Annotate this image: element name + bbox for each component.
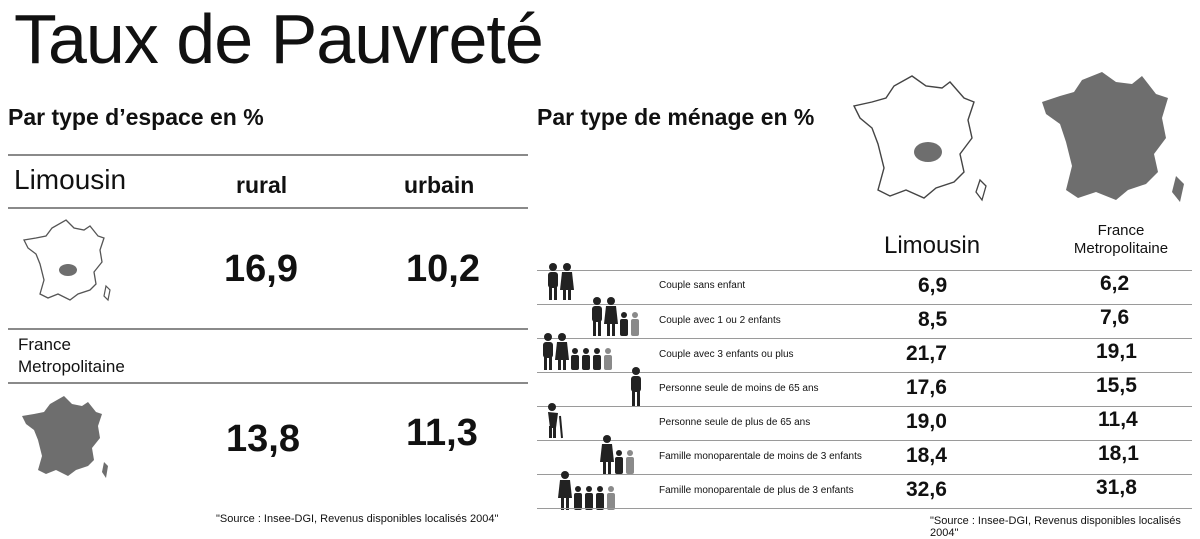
divider	[537, 338, 1192, 339]
row-label: Couple avec 3 enfants ou plus	[659, 349, 794, 360]
region-label-limousin: Limousin	[14, 164, 127, 195]
value-france: 7,6	[1100, 306, 1130, 329]
divider	[537, 508, 1192, 509]
value-limousin: 17,6	[906, 376, 947, 399]
value-france: 6,2	[1100, 272, 1130, 295]
row-label: Personne seule de moins de 65 ans	[659, 383, 819, 394]
divider	[537, 406, 1192, 407]
divider	[8, 382, 528, 384]
column-header-urbain: urbain	[404, 172, 475, 198]
divider	[537, 474, 1192, 475]
france-outline-map-icon	[18, 214, 118, 314]
value-limousin: 21,7	[906, 342, 947, 365]
value-france: 31,8	[1096, 476, 1137, 499]
value-limousin: 8,5	[918, 308, 948, 331]
source-note-left: "Source : Insee-DGI, Revenus disponibles localisés 2004"	[216, 513, 499, 525]
right-heading: Par type de ménage en %	[537, 104, 815, 130]
row-label: Famille monoparentale de moins de 3 enfants	[659, 451, 862, 462]
france-label-line1: France	[18, 335, 71, 354]
value-limousin: 6,9	[918, 274, 948, 297]
france-label-line2: Metropolitaine	[18, 357, 125, 376]
value-france: 11,4	[1098, 408, 1138, 431]
column-header-france-line2: Metropolitaine	[1073, 240, 1169, 257]
value-france: 19,1	[1096, 340, 1137, 363]
page-title: Taux de Pauvreté	[14, 0, 543, 78]
value-limousin: 32,6	[906, 478, 947, 501]
france-label	[18, 334, 125, 378]
value-france: 15,5	[1096, 374, 1137, 397]
france-filled-map-icon	[1036, 66, 1194, 216]
france-outline-map-icon	[850, 68, 1000, 216]
row-label: Couple sans enfant	[659, 280, 746, 291]
left-heading: Par type d’espace en %	[8, 104, 264, 130]
people-silhouette-icon	[556, 470, 620, 517]
divider	[8, 154, 528, 156]
value-france: 18,1	[1098, 442, 1139, 465]
divider	[8, 328, 528, 330]
value-limousin: 18,4	[906, 444, 947, 467]
column-header-france	[1062, 222, 1180, 258]
value-limousin-urbain: 10,2	[406, 248, 480, 290]
people-silhouette-icon	[544, 262, 578, 307]
people-silhouette-icon	[540, 332, 614, 377]
france-filled-map-icon	[14, 392, 114, 488]
column-header-limousin: Limousin	[884, 232, 981, 259]
people-silhouette-icon	[544, 402, 566, 445]
value-limousin: 19,0	[906, 410, 947, 433]
value-france-rural: 13,8	[226, 418, 300, 460]
row-label: Famille monoparentale de plus de 3 enfants	[659, 485, 854, 496]
source-note-right: "Source : Insee-DGI, Revenus disponibles localisés 2004"	[930, 515, 1181, 539]
row-label: Couple avec 1 ou 2 enfants	[659, 315, 781, 326]
column-header-rural: rural	[236, 172, 288, 198]
value-france-urbain: 11,3	[406, 412, 478, 454]
divider	[8, 207, 528, 209]
divider	[537, 270, 1192, 271]
value-limousin-rural: 16,9	[224, 248, 298, 290]
column-header-france-line1: France	[1097, 222, 1145, 239]
row-label: Personne seule de plus de 65 ans	[659, 417, 811, 428]
